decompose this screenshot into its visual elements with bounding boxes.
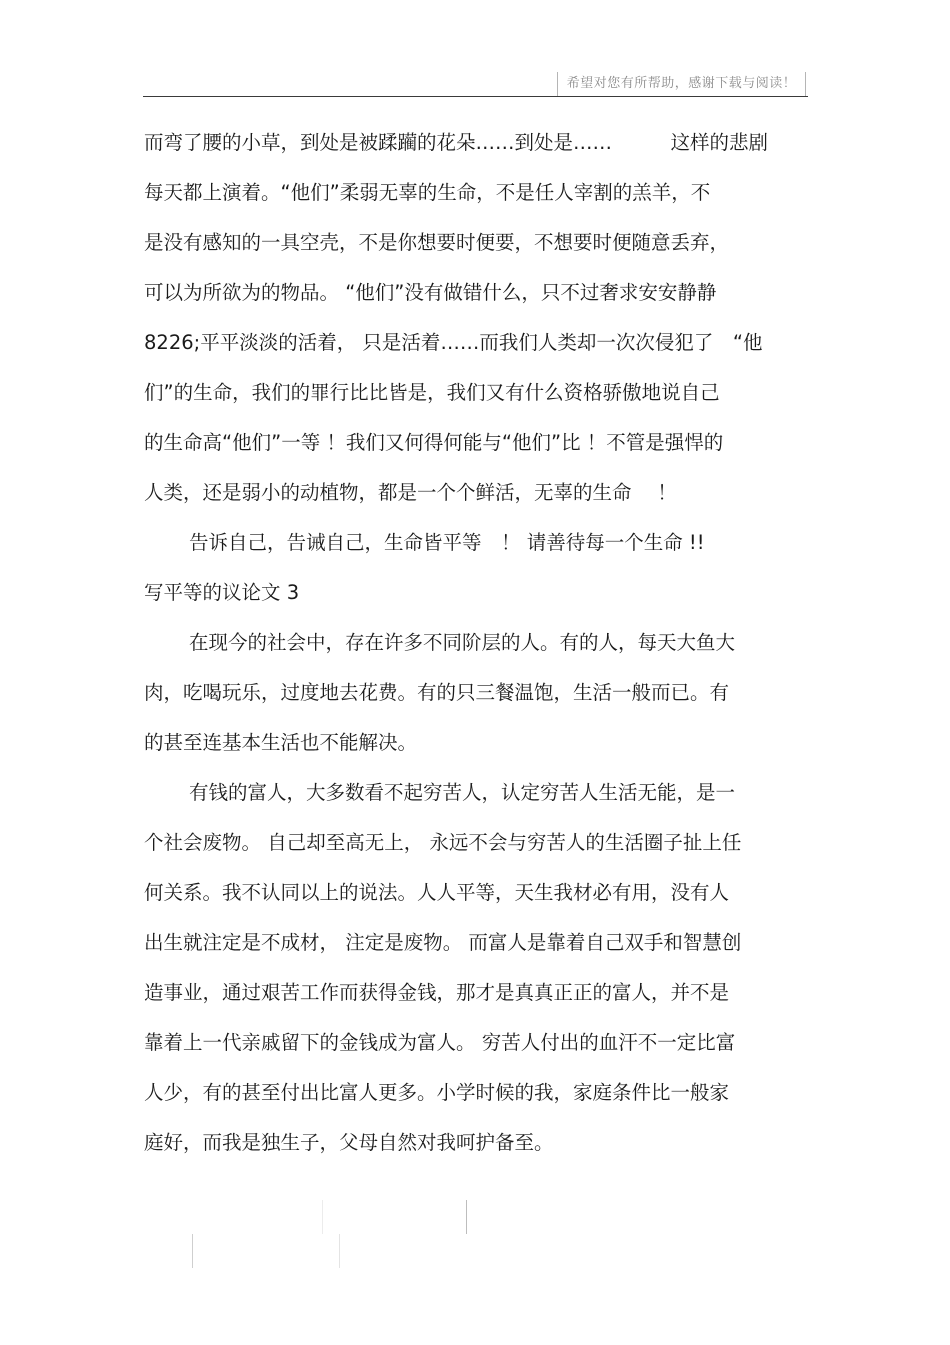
section-title: 写平等的议论文 3 — [144, 581, 300, 604]
text-line: 造事业，通过艰苦工作而获得金钱，那才是真真正正的富人，并不是 — [144, 981, 730, 1004]
text-line-indented: 在现今的社会中，存在许多不同阶层的人。有的人，每天大鱼大 — [189, 631, 736, 654]
text-line: 靠着上一代亲戚留下的金钱成为富人。 穷苦人付出的血汗不一定比富 — [144, 1031, 736, 1054]
text-line: 肉，吃喝玩乐，过度地去花费。有的只三餐温饱，生活一般而已。有 — [144, 681, 730, 704]
decorative-rule — [466, 1200, 467, 1234]
text-line: 的生命高“他们”一等 ！我们又何得何能与“他们”比 ！不管是强悍的 — [144, 431, 724, 454]
text-line: 8226;平平淡淡的活着， 只是活着……而我们人类却一次次侵犯了 “他 — [144, 331, 763, 354]
text-line: 而弯了腰的小草，到处是被蹂躏的花朵……到处是…… 这样的悲剧 — [144, 131, 769, 154]
text-line: 们”的生命，我们的罪行比比皆是，我们又有什么资格骄傲地说自己 — [144, 381, 720, 404]
decorative-rule — [339, 1234, 340, 1268]
text-line: 何关系。我不认同以上的说法。人人平等，天生我材必有用，没有人 — [144, 881, 730, 904]
text-line: 人少，有的甚至付出比富人更多。小学时候的我，家庭条件比一般家 — [144, 1081, 730, 1104]
text-line-indented: 有钱的富人，大多数看不起穷苦人，认定穷苦人生活无能，是一 — [189, 781, 736, 804]
decorative-rule — [192, 1234, 193, 1268]
text-line: 人类，还是弱小的动植物，都是一个个鲜活，无辜的生命 ！ — [144, 481, 677, 504]
text-line: 每天都上演着。“他们”柔弱无辜的生命，不是任人宰割的羔羊，不 — [144, 181, 711, 204]
decorative-rule — [322, 1200, 323, 1234]
text-line: 庭好，而我是独生子，父母自然对我呵护备至。 — [144, 1131, 554, 1154]
header-rule — [143, 96, 808, 97]
text-line: 的甚至连基本生活也不能解决。 — [144, 731, 418, 754]
text-line: 出生就注定是不成材， 注定是废物。 而富人是靠着自己双手和智慧创 — [144, 931, 742, 954]
text-line: 可以为所欲为的物品。 “他们”没有做错什么，只不过奢求安安静静 — [144, 281, 717, 304]
header-banner: 希望对您有所帮助，感谢下载与阅读！ — [557, 72, 806, 96]
text-line-indented: 告诉自己，告诫自己，生命皆平等 ！ 请善待每一个生命 !! — [189, 531, 705, 554]
text-line: 个社会废物。 自己却至高无上， 永远不会与穷苦人的生活圈子扯上任 — [144, 831, 742, 854]
text-line: 是没有感知的一具空壳，不是你想要时便要，不想要时便随意丢弃， — [144, 231, 730, 254]
document-body — [144, 118, 808, 1168]
